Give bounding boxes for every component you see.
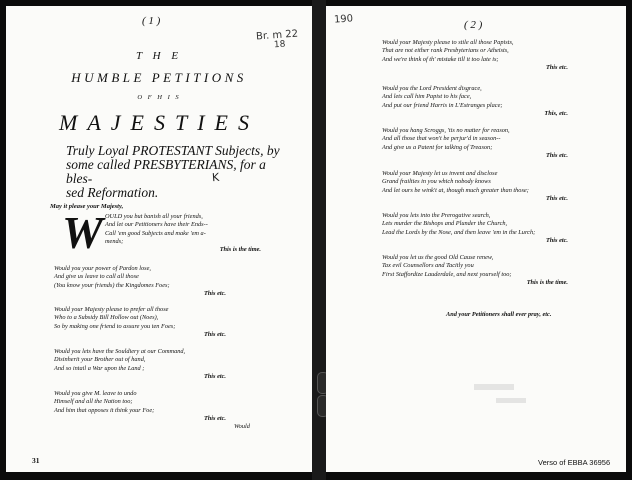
- page-number: ( 2 ): [464, 19, 483, 31]
- verse-line: And give us leave to call all those: [54, 273, 139, 281]
- handwritten-note: 18: [273, 39, 286, 51]
- stanza: [54, 390, 226, 423]
- stanza: [382, 39, 568, 72]
- verse-line: (You know your friends) the Kingdomes Foes;: [54, 281, 170, 289]
- refrain: This etc.: [545, 236, 568, 244]
- verse-line: That are not either rank Presbyterians or Atheists,: [382, 47, 509, 55]
- verse-line: Call 'em good Subjects and make 'em a-: [105, 229, 206, 237]
- verse-line: Would you your power of Pardon lose,: [54, 265, 151, 272]
- refrain: This is the time.: [526, 278, 568, 286]
- bleed-through: [496, 398, 526, 403]
- verse-line: Himself and all the Nation too;: [54, 398, 133, 406]
- verse-line: And we're think of th' mistake till it too late is;: [382, 55, 499, 63]
- subtitle: [66, 144, 286, 200]
- verse-line: Would you give M. leave to undo: [54, 390, 137, 397]
- stanza: [54, 306, 226, 339]
- drop-cap: W: [62, 207, 103, 258]
- verse-line: Lets murder the Bishops and Plunder the Church,: [382, 220, 508, 228]
- verse-line: And lets call him Papist to his face,: [382, 93, 472, 101]
- page-number: ( 1 ): [142, 15, 161, 27]
- refrain: This etc.: [203, 289, 226, 297]
- stanza: [382, 212, 568, 245]
- closing-line: And your Petitioners shall ever pray, etc.: [446, 311, 552, 318]
- catchword: Would: [234, 423, 250, 430]
- stanza: [105, 213, 261, 254]
- refrain: This etc.: [545, 194, 568, 202]
- refrain: This etc.: [203, 372, 226, 380]
- verse-line: OULD you but banish all your friends,: [105, 213, 203, 220]
- bleed-through: [474, 384, 514, 390]
- subtitle-line: sed Reformation.: [66, 185, 159, 200]
- verse-line: And let ours be wink't at, though much greater than those;: [382, 186, 529, 194]
- verse-line: And let our Petitioners have their Ends--: [105, 221, 208, 229]
- refrain: This etc.: [545, 63, 568, 71]
- stanza: [382, 254, 568, 287]
- verse-line: And him that opposes it think your Foe;: [54, 406, 155, 414]
- verse-line: Would your Majesty please to stile all those Papists,: [382, 39, 514, 46]
- title-majesties: MAJESTIES: [59, 110, 259, 135]
- verse-line: Would you lets into the Prerogative search,: [382, 212, 491, 219]
- verse-line: And so intail a War upon the Land ;: [54, 364, 145, 372]
- refrain: This, etc.: [544, 109, 568, 117]
- verse-line: Would your Majesty please to prefer all those: [54, 306, 169, 313]
- verse-line: Would you let us the good Old Cause renew,: [382, 254, 494, 261]
- verse-line: Grand frailties in you which nobody knows: [382, 178, 491, 186]
- verse-line: Would your Majesty let us invent and disclose: [382, 170, 498, 177]
- subtitle-line: some called PRESBYTERIANS, for a bles-: [66, 157, 266, 186]
- stanza: [54, 265, 226, 298]
- stanza: [382, 85, 568, 118]
- handwritten-mark: K: [211, 170, 220, 185]
- stanza: [54, 348, 226, 381]
- left-page: [6, 6, 312, 472]
- verse-line: So by making one friend to assure you ten Foes;: [54, 322, 176, 330]
- verse-line: Disinherit your Brother out of hand,: [54, 356, 146, 364]
- verse-line: And give us a Patent for talking of Treason;: [382, 143, 493, 151]
- title-the: T H E: [135, 50, 183, 62]
- verse-line: Would you lets have the Souldiery at our Command,: [54, 348, 186, 355]
- title-of-his: O F H I S: [137, 94, 181, 101]
- salutation: May it please your Majesty,: [50, 203, 124, 210]
- verse-line: mends;: [105, 237, 124, 245]
- verse-line: Would you the Lord President disgrace,: [382, 85, 482, 92]
- title-humble-petitions: HUMBLE PETITIONS: [71, 70, 247, 85]
- verse-line: Would you hang Scroggs, 'tis no matter for reason,: [382, 127, 510, 134]
- verse-line: Who to a Subsidy Bill Hollow out (Noes),: [54, 314, 159, 322]
- handwritten-shelfmark: Br. m 22: [255, 28, 299, 43]
- refrain: This etc.: [545, 151, 568, 159]
- verse-line: And put our friend Harris in L'Estranges place;: [382, 101, 503, 109]
- stanza: [382, 127, 568, 160]
- right-page: [326, 6, 626, 472]
- verse-line: Lead the Lords by the Nose, and then leave 'em in the Lurch;: [382, 228, 536, 236]
- refrain: This etc.: [203, 330, 226, 338]
- handwritten-number: 190: [333, 13, 354, 26]
- refrain: This etc.: [203, 414, 226, 422]
- verse-line: And all those that won't be perjur'd in season--: [382, 135, 501, 143]
- signature-mark: 31: [32, 456, 40, 465]
- refrain: This is the time.: [219, 246, 261, 254]
- stanza: [382, 170, 568, 203]
- verse-line: First Staffordize Lauderdale, and next yourself too;: [382, 270, 512, 278]
- footer-caption: Verso of EBBA 36956: [538, 458, 611, 467]
- subtitle-line: Truly Loyal PROTESTANT Subjects, by: [66, 143, 280, 158]
- verse-line: Tax evil Counsellors and Tacitly you: [382, 262, 474, 270]
